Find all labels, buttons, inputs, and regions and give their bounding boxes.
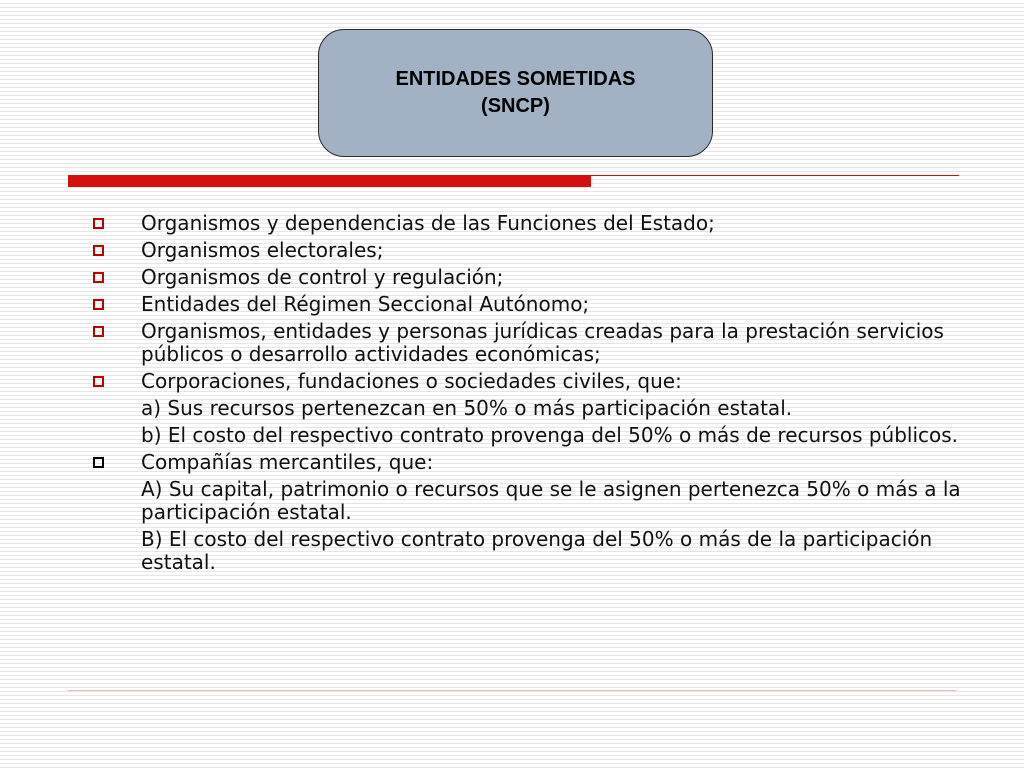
sub-item: A) Su capital, patrimonio o recursos que se le asignen pertenezca 50% o más a la participación estatal. (141, 477, 961, 524)
list-item (85, 293, 965, 316)
square-bullet-icon (93, 326, 104, 337)
list-item (85, 451, 965, 474)
list-item-text: Organismos de control y regulación; (141, 265, 504, 289)
sub-item: a) Sus recursos pertenezcan en 50% o más participación estatal. (141, 396, 793, 420)
list-item-text: Entidades del Régimen Seccional Autónomo; (141, 292, 590, 316)
list-item-text: Organismos, entidades y personas jurídicas creadas para la prestación servicios públicos o desarrollo actividades económicas; (141, 319, 944, 366)
list-item-text: Organismos electorales; (141, 238, 384, 262)
red-divider-line (591, 175, 959, 176)
square-bullet-icon (93, 376, 104, 387)
square-bullet-icon (93, 299, 104, 310)
red-divider-bar (68, 175, 591, 187)
title-box (318, 29, 713, 157)
list-item (85, 212, 965, 235)
sub-item: B) El costo del respectivo contrato provenga del 50% o más de la participación estatal. (141, 527, 933, 574)
list-item (85, 320, 965, 366)
list-item (85, 266, 965, 289)
bullet-list (85, 212, 965, 578)
title-line-2: (SNCP) (481, 95, 550, 117)
list-item-text: Compañías mercantiles, que: (141, 450, 434, 474)
sub-item: b) El costo del respectivo contrato provenga del 50% o más de recursos públicos. (141, 423, 959, 447)
list-item (85, 370, 965, 393)
list-item (85, 239, 965, 262)
list-item-text: Organismos y dependencias de las Funciones del Estado; (141, 211, 715, 235)
list-item-text: Corporaciones, fundaciones o sociedades civiles, que: (141, 369, 682, 393)
square-bullet-icon (93, 272, 104, 283)
bottom-divider-line (68, 690, 956, 691)
square-bullet-icon (93, 218, 104, 229)
square-bullet-icon (93, 245, 104, 256)
square-bullet-icon (93, 457, 104, 468)
title-line-1: ENTIDADES SOMETIDAS (395, 68, 636, 90)
